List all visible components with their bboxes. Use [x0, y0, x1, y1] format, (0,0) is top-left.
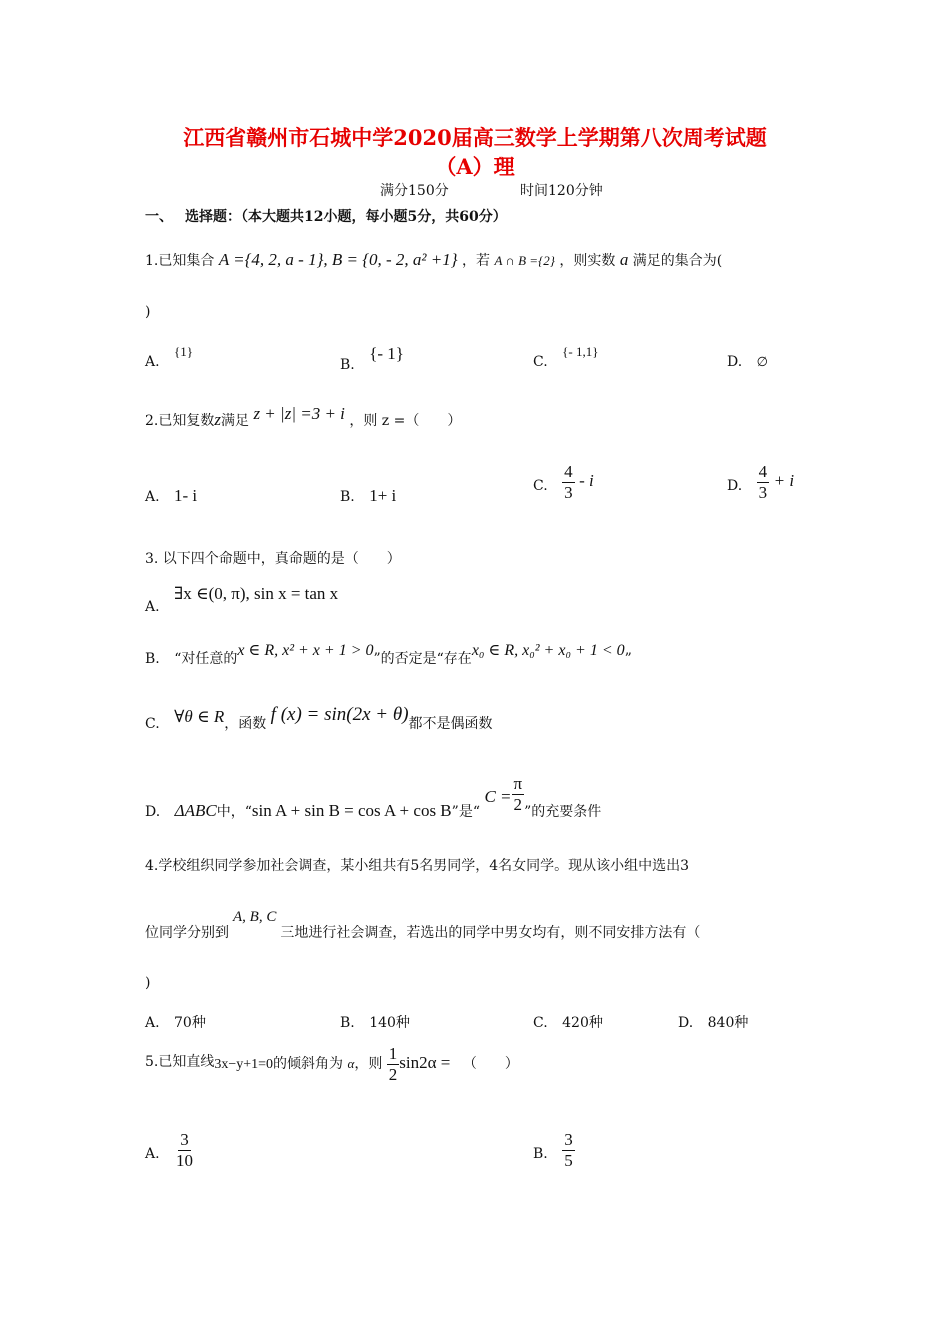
denominator: 10	[176, 1150, 194, 1170]
q1-option-a[interactable]	[145, 344, 193, 370]
title-line-1: 江西省赣州市石城中学2020届高三数学上学期第八次周考试题	[183, 125, 767, 150]
q2-mid: 满足	[220, 413, 249, 429]
math-expr: sin2α =	[399, 1053, 451, 1073]
denominator: 3	[564, 482, 573, 502]
q5-option-b[interactable]	[533, 1130, 575, 1170]
option-text: ”	[624, 651, 632, 667]
q4-option-c[interactable]	[533, 1012, 603, 1032]
q1-option-d[interactable]	[727, 354, 768, 370]
q1-sets: A ={4, 2, a - 1}, B = {0, - 2, a² +1}	[218, 250, 458, 269]
option-label: D.	[678, 1015, 694, 1031]
math-var: α	[347, 1056, 355, 1072]
option-text: ，函数	[224, 716, 267, 732]
fraction	[512, 774, 525, 814]
option-text: ∃x ∈(0, π), sin x = tan x	[174, 584, 339, 603]
option-text: ”是“	[451, 804, 480, 821]
q5-text: （ ）	[462, 1056, 519, 1073]
option-label: C.	[533, 1015, 548, 1031]
option-text: {- 1,1}	[562, 344, 599, 359]
q1-condition: A ∩ B ={2}	[494, 253, 555, 268]
q1-var: a	[619, 250, 629, 269]
q3-stem: 3. 以下四个命题中，真命题的是（ ）	[145, 551, 401, 567]
q4-close: )	[145, 975, 151, 991]
option-label: B.	[340, 357, 355, 373]
numerator: 4	[564, 462, 573, 481]
option-text: ”的充要条件	[524, 804, 602, 821]
option-text: {1}	[174, 344, 193, 359]
fraction	[757, 462, 770, 502]
q4-text: 位同学分别到	[145, 925, 229, 941]
option-label: B.	[145, 651, 160, 667]
section-number: 一、	[145, 209, 173, 225]
option-label: C.	[533, 354, 548, 370]
option-text: 都不是偶函数	[408, 716, 493, 732]
numerator: π	[513, 774, 523, 793]
q2-option-a[interactable]	[145, 486, 197, 506]
option-label: D.	[727, 478, 743, 495]
math-expr: ∀θ ∈ R	[174, 707, 225, 726]
option-tail: - i	[579, 471, 594, 491]
section-heading: 选择题：（本大题共12小题，每小题5分，共60分）	[185, 209, 507, 225]
option-text: 70种	[174, 1015, 206, 1031]
q2-prefix: 2.已知复数	[145, 413, 215, 429]
q3-option-b[interactable]	[145, 642, 632, 668]
denominator: 3	[758, 482, 768, 502]
math-expr: f (x) = sin(2x + θ)	[270, 704, 409, 725]
fraction	[174, 1130, 195, 1170]
full-score: 满分150分	[380, 183, 449, 199]
q5-text: 5.已知直线	[145, 1054, 215, 1071]
option-label: A.	[145, 1146, 160, 1163]
numerator: 1	[388, 1044, 398, 1063]
fraction	[562, 462, 575, 502]
q4-option-a[interactable]	[145, 1012, 206, 1032]
option-label: C.	[533, 478, 548, 495]
q4-stem-line-2	[145, 906, 701, 941]
q1-close: )	[145, 304, 151, 320]
q3-option-d[interactable]	[145, 768, 602, 821]
denominator: 5	[564, 1150, 573, 1170]
option-text: “对任意的	[174, 651, 238, 667]
option-label: C.	[145, 716, 160, 732]
math-expr: x₀ ∈ R, x₀² + x₀ + 1 < 0	[471, 642, 625, 659]
option-label: B.	[340, 1015, 355, 1031]
q4-stem-line-1: 4.学校组织同学参加社会调查，某小组共有5名男同学，4名女同学。现从该小组中选出3	[145, 858, 690, 874]
q2-suffix: ，则 z =（ ）	[349, 413, 462, 429]
q2-option-c[interactable]	[533, 462, 594, 502]
option-text: {- 1}	[369, 344, 404, 363]
option-label: A.	[145, 1015, 160, 1031]
q2-stem	[145, 404, 462, 430]
q4-text: 三地进行社会调查，若选出的同学中男女均有，则不同安排方法有（	[280, 925, 701, 941]
option-label: D.	[727, 354, 743, 370]
option-tail: + i	[773, 471, 795, 491]
q1-mid: ，若	[462, 253, 491, 269]
q3-option-a[interactable]	[145, 584, 339, 615]
q2-option-d[interactable]	[727, 462, 794, 502]
q5-option-a[interactable]	[145, 1130, 195, 1170]
q4-option-d[interactable]	[678, 1012, 748, 1032]
q4-option-b[interactable]	[340, 1012, 410, 1032]
q5-text: 的倾斜角为	[273, 1056, 344, 1073]
option-text: 中，“	[216, 804, 252, 821]
option-label: A.	[145, 489, 160, 505]
q2-option-b[interactable]	[340, 486, 396, 506]
q1-option-b[interactable]	[340, 344, 404, 374]
option-text: 420种	[562, 1015, 603, 1031]
numerator: 4	[758, 462, 768, 481]
denominator: 2	[513, 794, 523, 814]
option-label: D.	[145, 804, 161, 821]
math-expr: C =	[484, 787, 512, 807]
q1-option-c[interactable]	[533, 344, 599, 370]
q3-option-c[interactable]	[145, 704, 493, 734]
option-label: A.	[145, 599, 160, 615]
q5-stem	[145, 1044, 519, 1084]
option-text: 1+ i	[369, 486, 397, 505]
math-expr: 3x−y+1=0	[214, 1057, 274, 1073]
q2-condition: z + |z| =3 + i	[253, 404, 345, 423]
option-label: B.	[340, 489, 355, 505]
option-text: 840种	[707, 1015, 749, 1031]
exam-time: 时间120分钟	[520, 183, 603, 199]
title-line-2: （A）理	[435, 154, 515, 179]
q1-prefix: 1.已知集合	[145, 253, 215, 269]
math-expr: A, B, C	[233, 909, 277, 925]
numerator: 3	[564, 1130, 573, 1149]
option-text: ”的否定是“存在	[373, 651, 472, 667]
q2-var: z	[214, 410, 221, 429]
denominator: 2	[388, 1064, 398, 1084]
q5-text: ，则	[354, 1056, 383, 1073]
math-expr: sin A + sin B = cos A + cos B	[251, 801, 452, 821]
option-text: ∅	[756, 354, 768, 369]
q1-suffix-a: ，则实数	[559, 253, 616, 269]
math-expr: ΔABC	[174, 801, 217, 821]
fraction	[562, 1130, 575, 1170]
q1-suffix-b: 满足的集合为(	[632, 253, 723, 269]
q1-stem	[145, 250, 722, 270]
option-label: A.	[145, 354, 160, 370]
option-text: 140种	[369, 1015, 410, 1031]
math-expr: x ∈ R, x² + x + 1 > 0	[237, 642, 374, 659]
numerator: 3	[180, 1130, 189, 1149]
option-text: 1- i	[174, 486, 198, 505]
fraction	[387, 1044, 400, 1084]
option-label: B.	[533, 1146, 548, 1163]
